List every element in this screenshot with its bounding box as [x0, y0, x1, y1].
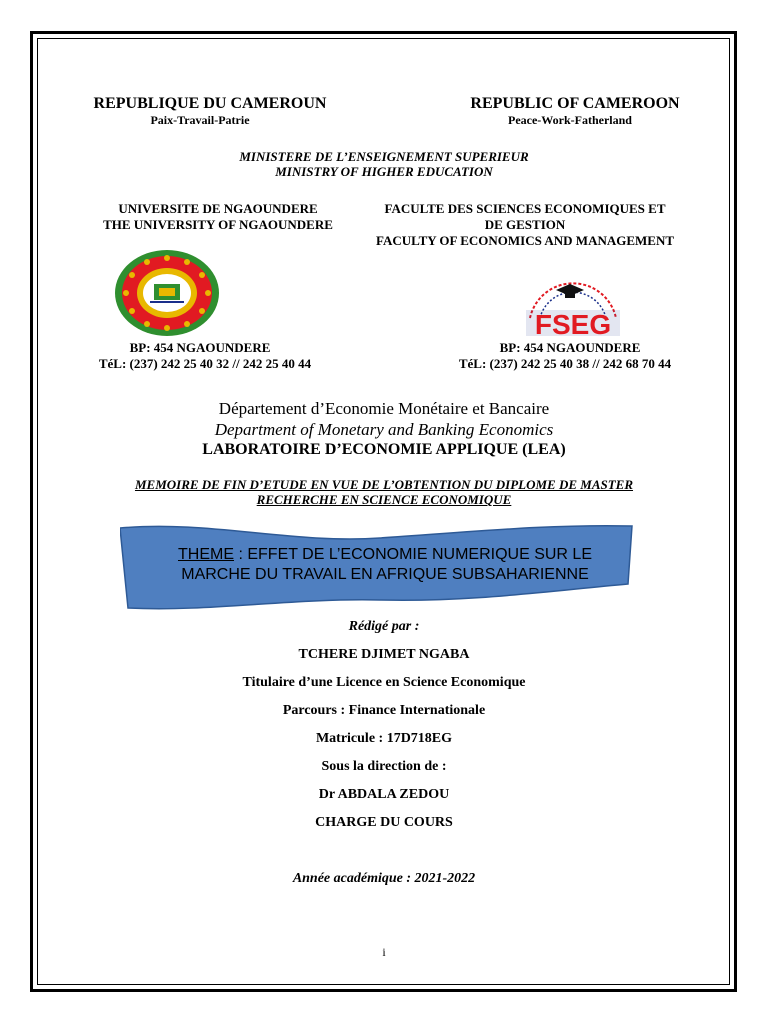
country-en: REPUBLIC OF CAMEROON — [470, 95, 680, 112]
page-number: i — [382, 945, 386, 959]
author-degree: Titulaire d’une Licence en Science Economique — [242, 675, 526, 690]
faculty-fr-line2: DE GESTION — [484, 217, 566, 232]
university-en: THE UNIVERSITY OF NGAOUNDERE — [103, 217, 333, 232]
country-fr: REPUBLIQUE DU CAMEROUN — [93, 95, 327, 112]
page-inner-border — [37, 38, 730, 985]
university-seal-icon — [112, 248, 222, 338]
memoire-line1: MEMOIRE DE FIN D’ETUDE EN VUE DE L’OBTENTION DU DIPLOME DE MASTER — [134, 477, 634, 492]
department-fr: Département d’Economie Monétaire et Bancaire — [218, 399, 550, 418]
motto-en: Peace-Work-Fatherland — [508, 113, 632, 127]
left-bp: BP: 454 NGAOUNDERE — [129, 340, 271, 355]
ministry-en: MINISTRY OF HIGHER EDUCATION — [275, 164, 493, 179]
supervisor-name: Dr ABDALA ZEDOU — [318, 787, 450, 802]
faculty-en: FACULTY OF ECONOMICS AND MANAGEMENT — [375, 233, 675, 248]
faculty-fr-line1: FACULTE DES SCIENCES ECONOMIQUES ET — [384, 201, 666, 216]
academic-year: Année académique : 2021-2022 — [292, 871, 476, 886]
supervisor-title: CHARGE DU COURS — [315, 815, 453, 830]
right-bp: BP: 454 NGAOUNDERE — [499, 340, 641, 355]
university-fr: UNIVERSITE DE NGAOUNDERE — [118, 201, 318, 216]
right-tel: TéL: (237) 242 25 40 38 // 242 68 70 44 — [458, 356, 672, 371]
memoire-line2: RECHERCHE EN SCIENCE ECONOMIQUE — [256, 492, 512, 507]
fseg-logo-text: FSEG — [534, 309, 612, 340]
fseg-logo-icon — [518, 268, 628, 340]
lab-name: LABORATOIRE D’ECONOMIE APPLIQUE (LEA) — [202, 441, 566, 458]
theme-text — [140, 545, 630, 585]
theme-line1: EFFET DE L’ECONOMIE NUMERIQUE SUR LE — [247, 546, 592, 563]
department-en: Department of Monetary and Banking Economics — [214, 420, 554, 439]
motto-fr: Paix-Travail-Patrie — [150, 113, 250, 127]
author-parcours: Parcours : Finance Internationale — [282, 703, 486, 718]
redige-par: Rédigé par : — [348, 619, 420, 634]
direction-label: Sous la direction de : — [321, 759, 447, 774]
author-matricule: Matricule : 17D718EG — [315, 731, 453, 746]
theme-line2: MARCHE DU TRAVAIL EN AFRIQUE SUBSAHARIENNE — [181, 566, 589, 583]
ministry-fr: MINISTERE DE L’ENSEIGNEMENT SUPERIEUR — [239, 149, 529, 164]
left-tel: TéL: (237) 242 25 40 32 // 242 25 40 44 — [98, 356, 312, 371]
theme-label: THEME — [178, 546, 234, 563]
theme-separator: : — [234, 546, 248, 563]
author-name: TCHERE DJIMET NGABA — [298, 647, 470, 662]
